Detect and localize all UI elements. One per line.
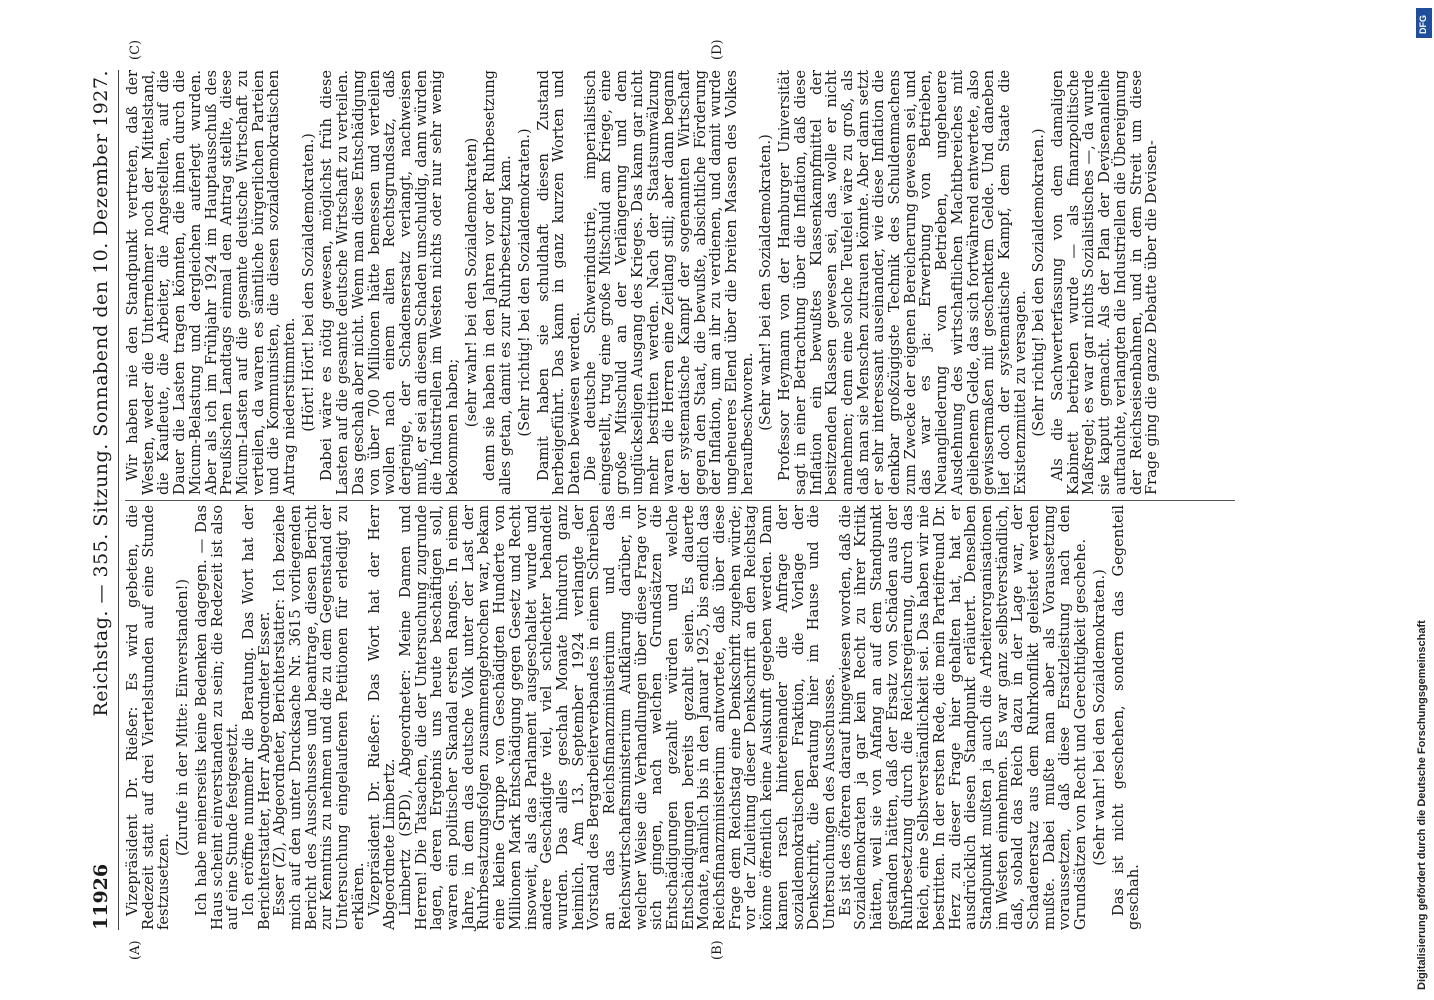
left-column [125,505,1142,930]
right-column [125,70,1160,495]
left-paragraph: Ich habe meinerseits keine Bedenken dagegen. — Das Haus scheint einverstanden zu sein; die Redezeit ist also auf eine Stunde festgesetzt. [192,505,242,930]
right-interjection: (Sehr wahr! bei den Sozialdemokraten.) [757,134,775,431]
left-interjection: (Zurufe in der Mitte: Einverstanden!) [174,578,192,857]
left-paragraph: Limbertz (SPD), Abgeordneter: Meine Damen und Herren! Die Tatsachen, die der Untersuchung zugrunde lagen, deren Ergebnis uns heute beschäftigen soll, waren ein politischer Skandal ersten Ranges. In einem Jahre, in dem das deutsche Volk unter der Last der Ruhrbesatzungsfolgen zusammengebrochen war, bekam eine kleine Gruppe von Geschädigten Hunderte von Millionen Mark Entschädigung gegen Gesetz und Recht insoweit, als das Parlament ausgeschaltet wurde und andere Geschädigte viel, viel schlechter behandelt wurden. Das alles geschah Monate hindurch ganz heimlich. Am 13. September 1924 verlangte der Vorstand des Bergarbeiterverbandes in einem Schreiben an das Reichsfinanzministerium und das Reichswirtschaftsministerium Aufklärung darüber, in welcher Weise die Verhandlungen über diese Frage vor sich gingen, nach welchen Grundsätzen die Entschädigungen gezahlt würden und welche Entschädigungen bereits gezahlt seien. Es dauerte Monate, nämlich bis in den Januar 1925, bis endlich das Reichsfinanzministerium antwortete, daß über diese Frage dem Reichstag eine Denkschrift zugehen würde; vor der Zuleitung dieser Denkschrift an den Reichstag könne öffentlich keine Auskunft gegeben werden. Dann kamen rasch hintereinander die Anfrage der sozialdemokratischen Fraktion, die Vorlage der Denkschrift, die Beratung hier im Hause und die Untersuchungen des Ausschusses. [396,505,838,930]
left-paragraph: Das ist nicht geschehen, sondern das Gegenteil geschah. [1109,505,1143,930]
digitization-credit [1414,0,1434,1000]
right-interjection: (Sehr richtig! bei den Sozialdemokraten.) [1030,128,1048,437]
margin-marker-d: (D) [710,39,725,60]
left-paragraph: Vizepräsident Dr. Rießer: Das Wort hat der Herr Abgeordnete Limbertz. [365,505,399,930]
right-paragraph: Dabei wäre es nötig gewesen, möglichst früh diese Lasten auf die gesamte deutsche Wirtschaft zu verteilen. Das geschah aber nicht. Wenn man diese Entschädigung von über 700 Millionen hätte bemessen und verteilen wollen nach einem alten Rechtsgrundsatz, daß derjenige, der Schadensersatz verlangt, nachweisen muß, er sei an diesem Schaden unschuldig, dann würden die Industriellen im Westen nichts oder nur sehr wenig bekommen haben; [318,70,462,495]
right-paragraph: denn sie haben in den Jahren vor der Ruhrbesetzung alles getan, damit es zur Ruhrbesetzung kam. [481,70,515,495]
dfg-logo: DFG [1416,8,1432,38]
right-interjection: (Hört! Hört! bei den Sozialdemokraten.) [299,133,317,432]
page-title: Reichstag. — 355. Sitzung. Sonnabend den 10. Dezember 1927. [90,70,112,717]
page-header [90,70,119,930]
credit-text: Digitalisierung gefördert durch die Deutsche Forschungsgemeinschaft [1416,620,1428,990]
left-paragraph: Ich eröffne nunmehr die Beratung. Das Wort hat der Berichterstatter, Herr Abgeordneter Esser. [239,505,273,930]
right-paragraph: Als die Sachwerterfassung von dem damaligen Kabinett betrieben wurde — als finanzpolitische Maßregel; es war gar nichts Sozialistisches —, da wurde sie kaputt gemacht. Als der Plan der Devisenanleihe auftauchte, verlangten die Industriellen die Übereignung der Reichseisenbahnen, und in dem Streit um diese Frage ging die ganze Debatte über die Devisen- [1049,70,1161,495]
margin-marker-c: (C) [128,39,143,60]
margin-marker-b: (B) [710,940,725,960]
right-paragraph: Wir haben nie den Standpunkt vertreten, daß der Westen, weder die Unternehmer noch der Mittelstand, die Kaufleute, die Arbeiter, die Angestellten, auf die Dauer die Lasten tragen könnten, die ihnen durch die Micum-Belastung und dergleichen auferlegt wurden. Aber als ich im Frühjahr 1924 im Hauptausschuß des Preußischen Landtags einmal den Antrag stellte, diese Micum-Lasten auf die gesamte deutsche Wirtschaft zu verteilen, da waren es sämtliche bürgerlichen Parteien und die Kommunisten, die diesen sozialdemokratischen Antrag niederstimmten. [124,70,299,495]
page-number: 11926 [90,863,112,930]
left-paragraph: Esser (Z), Abgeordneter, Berichterstatter: Ich beziehe mich auf den unter Drucksache Nr. 3615 vorliegenden Bericht des Ausschusses und beantrage, diesen Bericht zur Kenntnis zu nehmen und die zu dem Gegenstand der Untersuchung eingelaufenen Petitionen für erledigt zu erklären. [271,505,367,930]
left-interjection: (Sehr wahr! bei den Sozialdemokraten.) [1090,569,1108,866]
right-interjection: (sehr wahr! bei den Sozialdemokraten) [462,137,480,428]
margin-marker-a: (A) [128,940,143,960]
right-interjection: (Sehr richtig! bei den Sozialdemokraten.) [515,128,533,437]
right-paragraph: Die deutsche Schwerindustrie, imperialistisch eingestellt, trug eine große Mitschuld am Kriege, eine große Mitschuld an der Verlängerung und dem unglückseligen Ausgang des Krieges. Das kann gar nicht mehr bestritten werden. Nach der Staatsumwälzung waren die Herren eine Zeitlang still; aber dann begann der systematische Kampf der sogenannten Wirtschaft gegen den Staat, die bewußte, absichtliche Förderung der Inflation, um an ihr zu verdienen, und damit wurde ungeheueres Elend über die breiten Massen des Volkes heraufbeschworen. [581,70,756,495]
right-paragraph: Damit haben sie schuldhaft diesen Zustand herbeigeführt. Das kann in ganz kurzen Worten und Daten bewiesen werden. [534,70,583,495]
left-paragraph: Es ist des öfteren darauf hingewiesen worden, daß die Sozialdemokraten ja gar kein Recht zu ihrer Kritik hätten, weil sie von Anfang an auf dem Standpunkt gestanden hätten, daß der Ersatz von Schäden aus der Ruhrbesetzung durch die Reichsregierung, durch das Reich, eine Selbstverständlichkeit sei. Das haben wir nie bestritten. In der ersten Rede, die mein Parteifreund Dr. Herz zu dieser Frage hier gehalten hat, hat er ausdrücklich diesen Standpunkt erläutert. Denselben Standpunkt mußten ja auch die Arbeiterorganisationen im Westen einnehmen. Es war ganz selbstverständlich, daß, sobald das Reich dazu in der Lage war, der Schadenersatz aus dem Ruhrkonflikt geleistet werden mußte. Dabei mußte man aber als Voraussetzung voraussetzen, daß diese Ersatzleistung nach den Grundsätzen von Recht und Gerechtigkeit geschehe. [836,505,1090,930]
right-paragraph: Professor Heymann von der Hamburger Universität sagt in einer Betrachtung über die Inflation, daß diese Inflation ein bewußtes Klassenkampfmittel der besitzenden Klassen gewesen sei, das wolle er nicht annehmen; denn eine solche Teufelei wäre zu groß, als daß man sie Menschen zutrauen könnte. Aber dann setzt er sehr interessant auseinander, wie diese Inflation die denkbar großzügigste Technik des Schuldenmachens zum Zwecke der eigenen Bereicherung gewesen sei, und das war es ja: Erwerbung von Betrieben, Neuangliederung von Betrieben, ungeheuere Ausdehnung des wirtschaftlichen Machtbereiches mit geliehenem Gelde, das sich fortwährend entwertete, also gewissermaßen mit geschenktem Gelde. Und daneben lief doch der systematische Kampf, dem Staate die Existenzmittel zu versagen. [776,70,1029,495]
column-divider [125,500,1235,501]
left-paragraph: Vizepräsident Dr. Rießer: Es wird gebeten, die Redezeit statt auf drei Viertelstunden auf eine Stunde festzusetzen. [124,505,173,930]
